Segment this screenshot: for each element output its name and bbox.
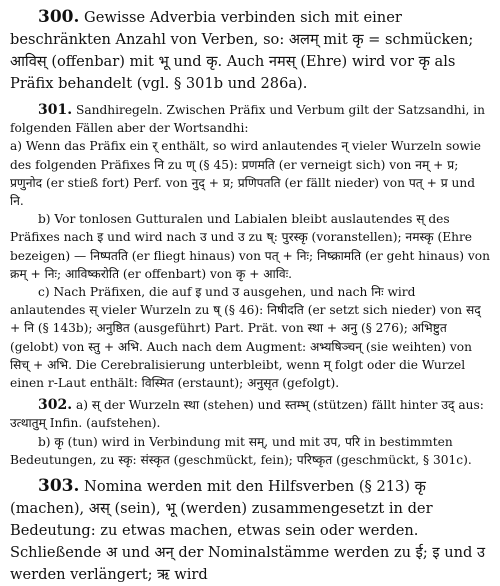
- section-303-text: Nomina werden mit den Hilfsverben (§ 213) कृ (machen), अस् (sein), भू (werden) zusammengesetzt in der Bedeutung: zu etwas machen, etwas sein oder werden. Schließende अ und अन् der Nominalstämme werden zu ई; इ und उ werden verlängert; ऋ wird: [10, 478, 485, 584]
- section-300-number: 300.: [38, 7, 80, 27]
- section-301-b: b) Vor tonlosen Gutturalen und Labialen bleibt auslautendes स् des Präfixes nach इ und wird nach उ und उ zu ष्: पुरस्कृ (voranstellen); नमस्कृ (Ehre bezeigen) — निष्पतति (er fliegt hinaus) von पत् + निः; निष्क्रामति (er geht hinaus) von क्रम् + निः; आविष्करोति (er offenbart) von कृ + आविः.: [10, 212, 490, 281]
- section-301-intro: [10, 101, 492, 137]
- section-300-text: Gewisse Adverbia verbinden sich mit einer beschränkten Anzahl von Verben, so: अलम् mit कृ = schmücken; आविस् (offenbar) mit भू und कृ. Auch नमस् (Ehre) wird vor कृ als Präfix behandelt (vgl. § 301b und 286a).: [10, 9, 474, 92]
- section-303: [10, 475, 492, 586]
- section-302-b: b) कृ (tun) wird in Verbindung mit सम्, und mit उप, परि in bestimmten Bedeutungen, zu स्कृ: संस्कृत (geschmückt, fein); परिष्कृत (geschmückt, § 301c).: [10, 434, 472, 467]
- section-302-a-text: a) स् der Wurzeln स्था (stehen) und स्तम्भ् (stützen) fällt hinter उद् aus: उत्थातुम् Infin. (aufstehen).: [10, 398, 484, 431]
- section-303-number: 303.: [38, 476, 80, 497]
- section-300: [10, 6, 492, 95]
- section-301-number: 301.: [38, 102, 73, 118]
- section-302-number: 302.: [38, 397, 73, 414]
- section-301-a: a) Wenn das Präfix ein र् enthält, so wird anlautendes न् vieler Wurzeln sowie des folgenden Präfixes नि zu ण् (§ 45): प्रणमति (er verneigt sich) von नम् + प्र; प्रणुनोद (er stieß fort) Perf. von नुद् + प्र; प्रणिपतति (er fällt nieder) von पत् + प्र und नि.: [10, 139, 481, 209]
- section-301-c: c) Nach Präfixen, die auf इ und उ ausgehen, und nach निः wird anlautendes स् vieler Wurzeln zu ष् (§ 46): निषीदति (er setzt sich nieder) von सद् + नि (§ 143b); अनुष्ठित (ausgeführt) Part. Prät. von स्था + अनु (§ 276); अभिष्टुत (gelobt) von स्तु + अभि. Auch nach dem Augment: अभ्यषिञ्चन् (sie weihten) von सिच् + अभि. Die Cerebralisierung unterbleibt, wenn म् folgt oder die Wurzel einen r-Laut enthält: विस्मित (erstaunt); अनुसृत (gefolgt).: [10, 285, 481, 391]
- section-302-a: [10, 396, 492, 432]
- section-301-intro-text: Sandhiregeln. Zwischen Präfix und Verbum gilt der Satzsandhi, in folgenden Fällen aber der Wortsandhi:: [10, 103, 485, 136]
